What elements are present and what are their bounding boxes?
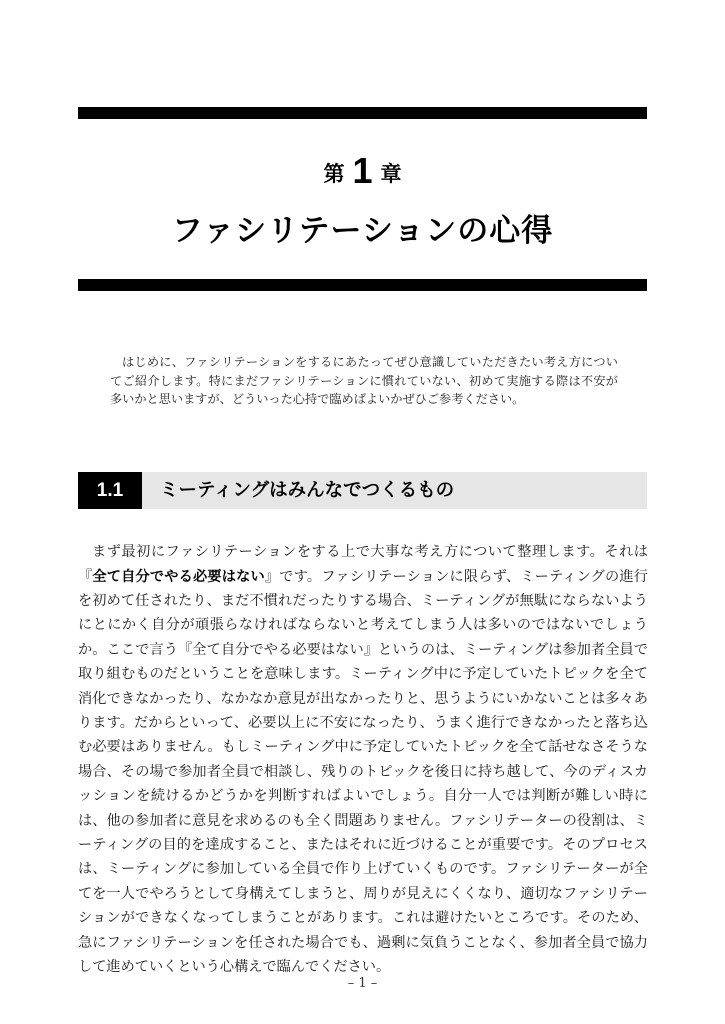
chapter-suffix: 章 (380, 162, 402, 186)
page-number: – 1 – (347, 976, 378, 991)
section-number-badge: 1.1 (78, 472, 142, 509)
body-text-rest: 』です。ファシリテーションに限らず、ミーティングの進行を初めて任されたり、まだ不慣れだったりする場合、ミーティングが無駄にならないようにとにかく自分が頑張らなければならないと考えてしまう人は多いのではないでしょうか。ここで言う『全て自分でやる必要はない』というのは、ミーティングは参加者全員で取り組むものだということを意味します。ミーティング中に予定していたトピックを全て消化できなかったり、なかなか意見が出なかったりと、思うようにいかないことは多々あります。だからといって、必要以上に不安になったり、うまく進行できなかったと落ち込む必要はありません。もしミーティング中に予定していたトピックを全て話せなさそうな場合、その場で参加者全員で相談し、残りのトピックを後日に持ち越して、今のディスカッションを続けるかどうかを判断すればよいでしょう。自分一人では判断が難しい時には、他の参加者に意見を求めるのも全く問題ありません。ファシリテーターの役割は、ミーティングの目的を達成すること、またはそれに近づけることが重要です。そのプロセスは、ミーティングに参加している全員で作り上げていくものです。ファシリテーターが全てを一人でやろうとして身構えてしまうと、周りが見えにくくなり、適切なファシリテーションができなくなってしまうことがあります。これは避けたいところです。そのため、急にファシリテーションを任された場合でも、過剰に気負うことなく、参加者全員で協力して進めていくという心構えで臨んでください。 (78, 568, 648, 976)
chapter-title: ファシリテーションの心得 (171, 213, 554, 249)
section-title: ミーティングはみんなでつくるもの (160, 480, 455, 501)
body-text-emphasis: 全て自分でやる必要はない (92, 568, 265, 585)
chapter-intro-paragraph: はじめに、ファシリテーションをするにあたってぜひ意識していただきたい考え方についてご紹介します。特にまだファシリテーションに慣れていない、初めて実施する際は不安が多いかと思いますが、どういった心持で臨めばよいかぜひご参考ください。 (110, 355, 618, 407)
section-heading (78, 472, 647, 509)
chapter-number-heading (0, 150, 725, 192)
chapter-number: 1 (352, 150, 373, 191)
body-text-lead: まず最初にファシリテーションをする上で大事な考え方について整理します。それは『 (78, 544, 648, 585)
chapter-bottom-rule (78, 279, 647, 291)
chapter-prefix: 第 (323, 162, 345, 186)
section-body-paragraph (78, 540, 648, 979)
chapter-top-rule (78, 107, 647, 119)
